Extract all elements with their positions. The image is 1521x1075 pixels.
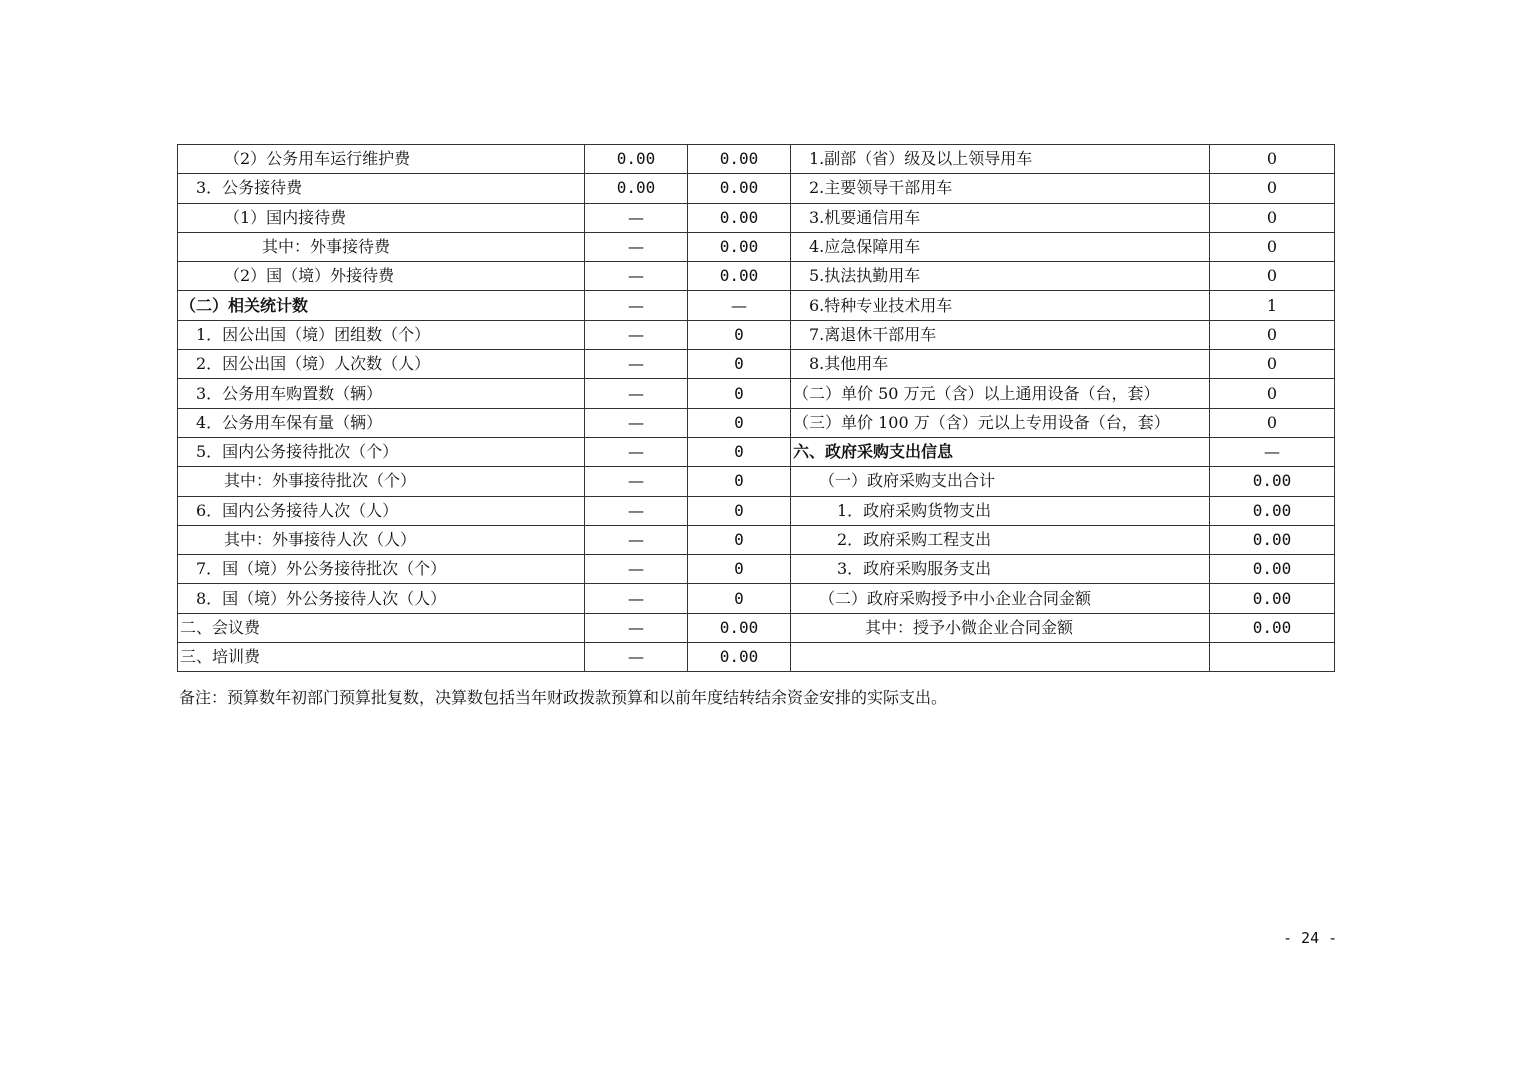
right-item-label: 2．政府采购工程支出 (791, 525, 1210, 554)
budget-value: — (585, 613, 688, 642)
actual-value: 0 (688, 379, 791, 408)
right-item-label: 1.副部（省）级及以上领导用车 (791, 145, 1210, 174)
right-item-label: （一）政府采购支出合计 (791, 467, 1210, 496)
right-item-label: 1．政府采购货物支出 (791, 496, 1210, 525)
actual-value: 0.00 (688, 203, 791, 232)
table-row (178, 584, 1335, 613)
right-item-value: 0.00 (1210, 467, 1335, 496)
actual-value: 0.00 (688, 145, 791, 174)
right-item-label: 3.机要通信用车 (791, 203, 1210, 232)
budget-value: — (585, 525, 688, 554)
actual-value: 0 (688, 555, 791, 584)
budget-value: — (585, 437, 688, 466)
actual-value: 0 (688, 584, 791, 613)
item-label: 2．因公出国（境）人次数（人） (178, 350, 585, 379)
budget-value: — (585, 555, 688, 584)
table-row (178, 203, 1335, 232)
right-item-value: 0 (1210, 320, 1335, 349)
right-item-value: 0 (1210, 379, 1335, 408)
item-label: 其中：外事接待费 (178, 232, 585, 261)
right-item-value: 0.00 (1210, 496, 1335, 525)
right-item-value: 0 (1210, 145, 1335, 174)
table-row (178, 145, 1335, 174)
actual-value: 0 (688, 350, 791, 379)
budget-value: — (585, 232, 688, 261)
right-item-value: 0.00 (1210, 613, 1335, 642)
right-item-label: 2.主要领导干部用车 (791, 174, 1210, 203)
actual-value: — (688, 291, 791, 320)
budget-value: — (585, 203, 688, 232)
budget-value: — (585, 350, 688, 379)
item-label: （2）国（境）外接待费 (178, 262, 585, 291)
right-item-value: 0.00 (1210, 555, 1335, 584)
table-row (178, 174, 1335, 203)
budget-value: — (585, 262, 688, 291)
page-number: - 24 - (1283, 929, 1338, 947)
right-item-label: 4.应急保障用车 (791, 232, 1210, 261)
budget-table-body (178, 145, 1335, 672)
budget-table (177, 144, 1335, 672)
item-label: 二、会议费 (178, 613, 585, 642)
budget-value: — (585, 291, 688, 320)
right-item-value: 1 (1210, 291, 1335, 320)
table-row (178, 467, 1335, 496)
table-row (178, 613, 1335, 642)
right-item-label: （二）政府采购授予中小企业合同金额 (791, 584, 1210, 613)
right-item-value: 0 (1210, 232, 1335, 261)
right-item-value: 0.00 (1210, 584, 1335, 613)
actual-value: 0 (688, 496, 791, 525)
table-row (178, 379, 1335, 408)
item-label: 其中：外事接待人次（人） (178, 525, 585, 554)
item-label: 三、培训费 (178, 643, 585, 672)
item-label: （2）公务用车运行维护费 (178, 145, 585, 174)
right-item-label: 8.其他用车 (791, 350, 1210, 379)
table-row (178, 291, 1335, 320)
actual-value: 0 (688, 437, 791, 466)
right-item-value: 0 (1210, 350, 1335, 379)
budget-value: — (585, 467, 688, 496)
table-row (178, 496, 1335, 525)
right-item-label: （三）单价 100 万（含）元以上专用设备（台，套） (791, 408, 1210, 437)
budget-value: 0.00 (585, 174, 688, 203)
budget-value: — (585, 584, 688, 613)
item-label: 1．因公出国（境）团组数（个） (178, 320, 585, 349)
actual-value: 0 (688, 467, 791, 496)
actual-value: 0.00 (688, 232, 791, 261)
right-item-label: 5.执法执勤用车 (791, 262, 1210, 291)
actual-value: 0 (688, 525, 791, 554)
item-label: 5．国内公务接待批次（个） (178, 437, 585, 466)
right-item-label: 6.特种专业技术用车 (791, 291, 1210, 320)
table-row (178, 525, 1335, 554)
right-item-value: 0 (1210, 203, 1335, 232)
actual-value: 0 (688, 408, 791, 437)
table-row (178, 262, 1335, 291)
actual-value: 0.00 (688, 174, 791, 203)
item-label: （二）相关统计数 (178, 291, 585, 320)
budget-value: — (585, 643, 688, 672)
actual-value: 0 (688, 320, 791, 349)
budget-value: — (585, 408, 688, 437)
actual-value: 0.00 (688, 262, 791, 291)
right-item-label: 7.离退休干部用车 (791, 320, 1210, 349)
item-label: 7．国（境）外公务接待批次（个） (178, 555, 585, 584)
budget-value: — (585, 496, 688, 525)
item-label: 3．公务接待费 (178, 174, 585, 203)
budget-value: — (585, 379, 688, 408)
item-label: 其中：外事接待批次（个） (178, 467, 585, 496)
table-row (178, 555, 1335, 584)
actual-value: 0.00 (688, 613, 791, 642)
right-item-value: 0 (1210, 174, 1335, 203)
table-row (178, 350, 1335, 379)
table-row (178, 232, 1335, 261)
right-item-value: — (1210, 437, 1335, 466)
table-row (178, 320, 1335, 349)
right-item-label: （二）单价 50 万元（含）以上通用设备（台，套） (791, 379, 1210, 408)
right-item-label: 六、政府采购支出信息 (791, 437, 1210, 466)
footnote: 备注：预算数年初部门预算批复数，决算数包括当年财政拨款预算和以前年度结转结余资金安排的实际支出。 (179, 688, 948, 707)
right-item-label: 3．政府采购服务支出 (791, 555, 1210, 584)
table-row (178, 437, 1335, 466)
right-item-label (791, 643, 1210, 672)
budget-value: — (585, 320, 688, 349)
table-row (178, 408, 1335, 437)
right-item-label: 其中：授予小微企业合同金额 (791, 613, 1210, 642)
actual-value: 0.00 (688, 643, 791, 672)
item-label: 3．公务用车购置数（辆） (178, 379, 585, 408)
budget-value: 0.00 (585, 145, 688, 174)
item-label: 4．公务用车保有量（辆） (178, 408, 585, 437)
right-item-value (1210, 643, 1335, 672)
item-label: （1）国内接待费 (178, 203, 585, 232)
item-label: 6．国内公务接待人次（人） (178, 496, 585, 525)
right-item-value: 0.00 (1210, 525, 1335, 554)
right-item-value: 0 (1210, 262, 1335, 291)
item-label: 8．国（境）外公务接待人次（人） (178, 584, 585, 613)
table-row (178, 643, 1335, 672)
right-item-value: 0 (1210, 408, 1335, 437)
